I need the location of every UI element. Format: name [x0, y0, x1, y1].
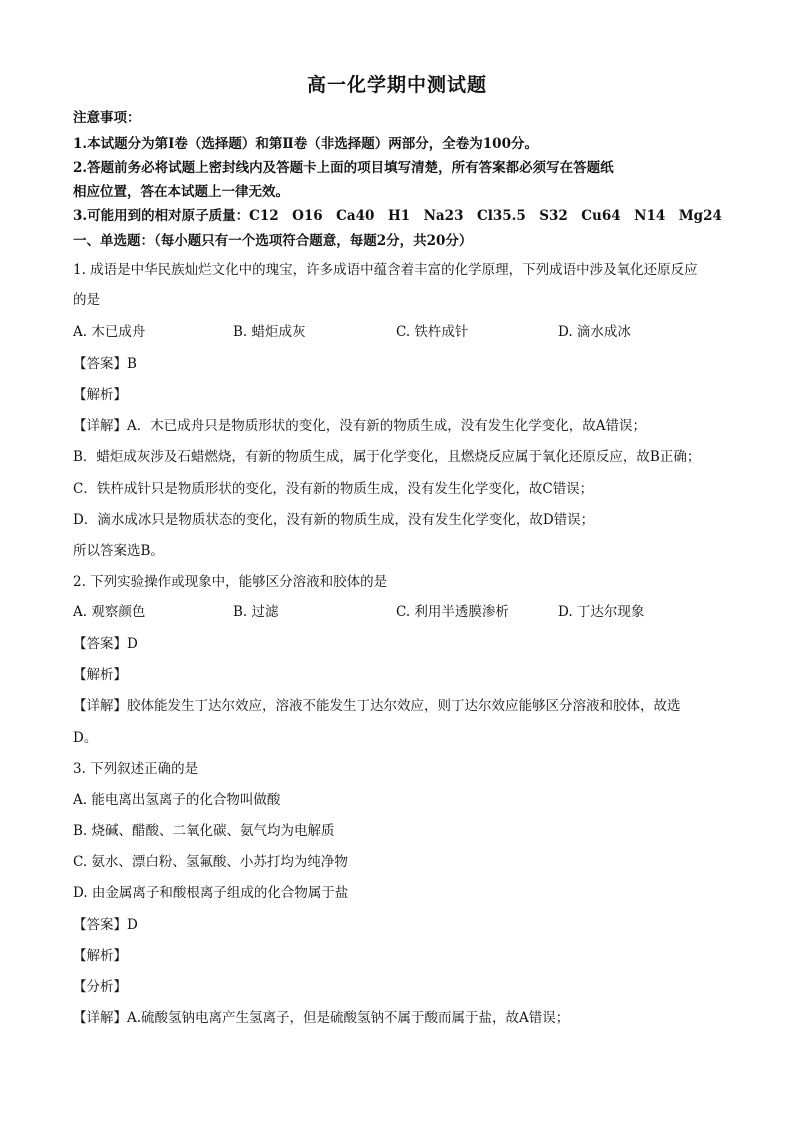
q2-stem: 2. 下列实验操作或现象中，能够区分溶液和胶体的是	[73, 574, 388, 590]
notice-item-2-cont: 相应位置，答在本试题上一律无效。	[73, 184, 289, 200]
q3-stem: 3. 下列叙述正确的是	[73, 761, 199, 777]
q2-detail-2: D。	[73, 730, 98, 746]
q1-conclusion: 所以答案选B。	[73, 543, 164, 559]
q3-option-c: C. 氨水、漂白粉、氢氟酸、小苏打均为纯净物	[73, 854, 348, 870]
q3-option-a: A. 能电离出氢离子的化合物叫做酸	[73, 792, 281, 808]
q1-option-b: B. 蜡炬成灰	[233, 324, 306, 340]
q2-option-d: D. 丁达尔现象	[558, 604, 645, 620]
notice-item-2: 2.答题前务必将试题上密封线内及答题卡上面的项目填写清楚，所有答案都必须写在答题纸	[73, 160, 614, 176]
q1-detail-3: C．铁杵成针只是物质形状的变化，没有新的物质生成，没有发生化学变化，故C错误；	[73, 481, 594, 497]
q2-option-a: A. 观察颜色	[73, 604, 146, 620]
notice-item-1: 1.本试题分为第Ⅰ卷（选择题）和第Ⅱ卷（非选择题）两部分，全卷为100分。	[73, 136, 538, 152]
notice-heading: 注意事项：	[73, 110, 141, 126]
q1-answer: 【答案】B	[73, 356, 137, 372]
q2-answer: 【答案】D	[73, 636, 138, 652]
q2-option-c: C. 利用半透膜渗析	[396, 604, 509, 620]
q1-analysis: 【解析】	[73, 387, 127, 403]
q2-detail-1: 【详解】胶体能发生丁达尔效应，溶液不能发生丁达尔效应，则丁达尔效应能够区分溶液和胶体，故选	[73, 698, 681, 714]
page-title: 高一化学期中测试题	[306, 74, 487, 96]
q3-analysis: 【解析】	[73, 948, 127, 964]
q1-detail-1: 【详解】A．木已成舟只是物质形状的变化，没有新的物质生成，没有发生化学变化，故A错误；	[73, 418, 646, 434]
q1-option-a: A. 木已成舟	[73, 324, 146, 340]
notice-item-3: 3.可能用到的相对原子质量：C12 O16 Ca40 H1 Na23 Cl35.5 S32 Cu64 N14 Mg24	[73, 208, 722, 224]
q1-stem: 1. 成语是中华民族灿烂文化中的瑰宝，许多成语中蕴含着丰富的化学原理，下列成语中涉及氧化还原反应	[73, 262, 698, 278]
q3-option-d: D. 由金属离子和酸根离子组成的化合物属于盐	[73, 885, 349, 901]
section-heading: 一、单选题：（每小题只有一个选项符合题意，每题2分，共20分）	[73, 233, 473, 249]
q1-detail-2: B．蜡炬成灰涉及石蜡燃烧，有新的物质生成，属于化学变化，且燃烧反应属于氧化还原反应，故B正确；	[73, 449, 701, 465]
q1-option-c: C. 铁杵成针	[396, 324, 469, 340]
q1-option-d: D. 滴水成冰	[558, 324, 631, 340]
q2-option-b: B. 过滤	[233, 604, 279, 620]
q3-answer: 【答案】D	[73, 917, 138, 933]
q1-detail-4: D．滴水成冰只是物质状态的变化，没有新的物质生成，没有发生化学变化，故D错误；	[73, 512, 595, 528]
q3-fenxi: 【分析】	[73, 979, 127, 995]
q3-option-b: B. 烧碱、醋酸、二氧化碳、氨气均为电解质	[73, 823, 335, 839]
q3-detail-1: 【详解】A.硫酸氢钠电离产生氢离子，但是硫酸氢钠不属于酸而属于盐，故A错误；	[73, 1010, 570, 1026]
q2-analysis: 【解析】	[73, 667, 127, 683]
q1-stem-cont: 的是	[73, 292, 100, 308]
